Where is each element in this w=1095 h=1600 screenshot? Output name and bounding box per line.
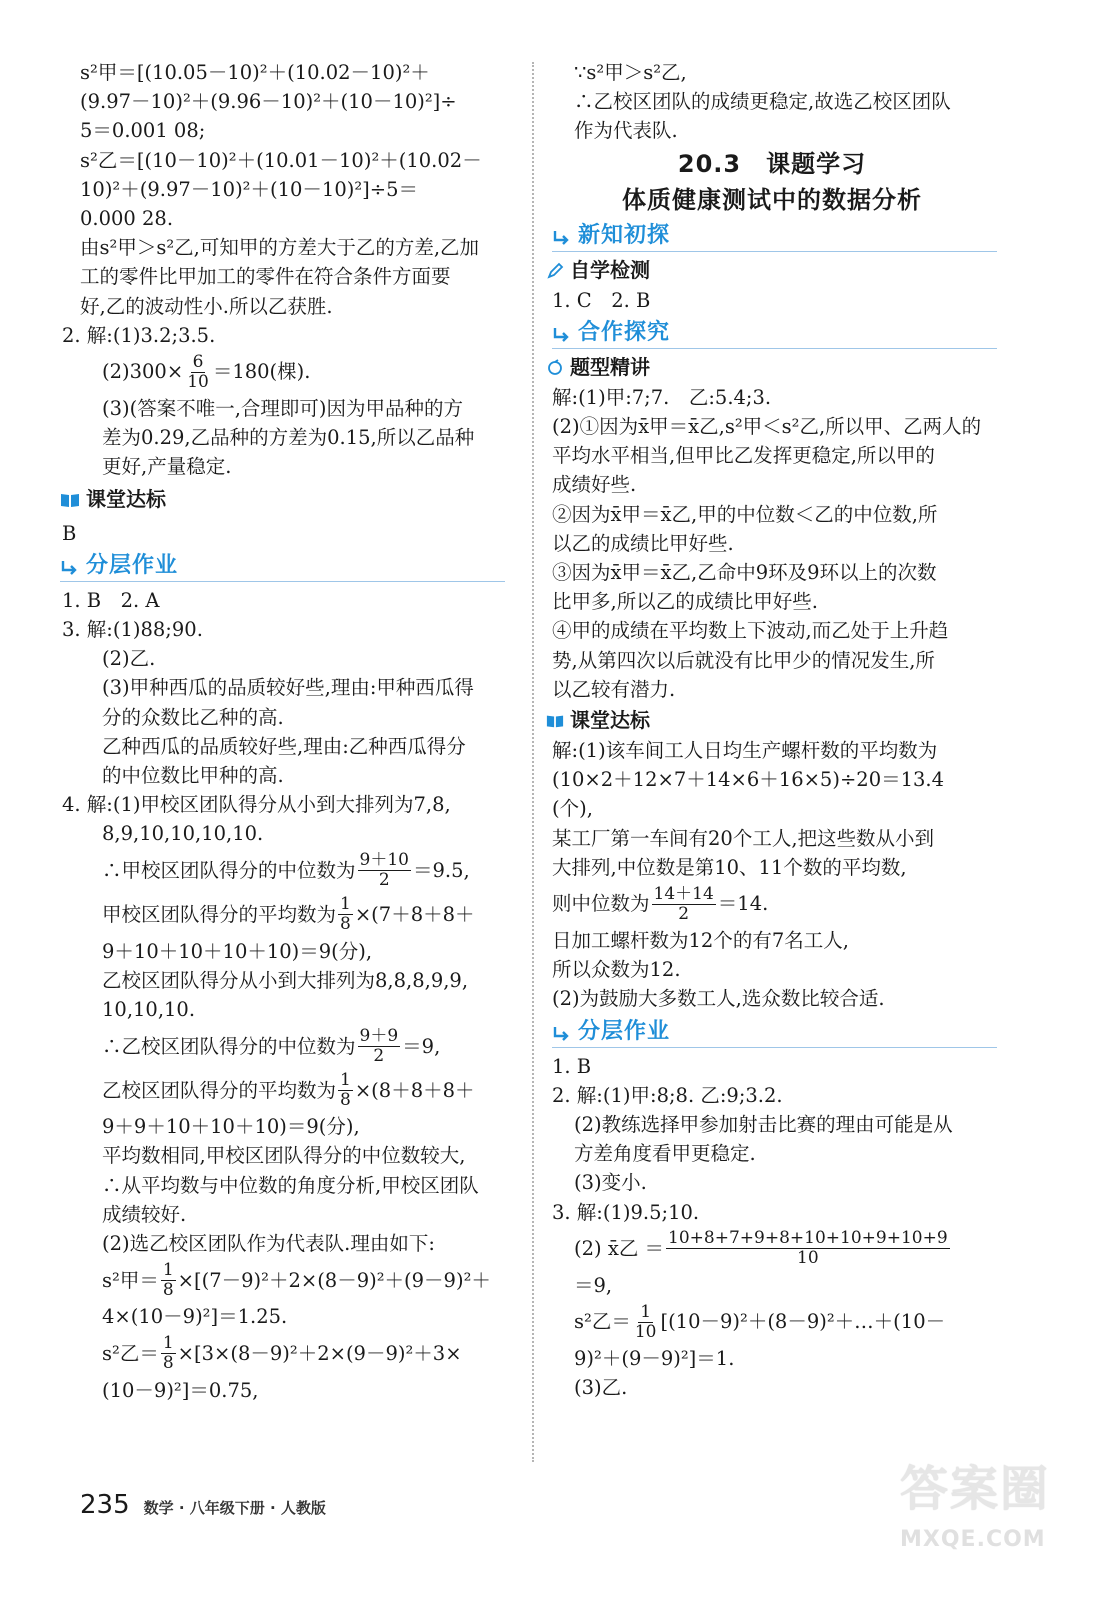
fraction-line: 则中位数为 $\frac{14+14}{2}$ ＝14. [552, 883, 769, 924]
fraction-line: ∴甲校区团队得分的中位数为 $\frac{9+10}{2}$ ＝9.5, [102, 850, 470, 891]
question-2: 2. 解:(1)3.2;3.5. [62, 323, 216, 347]
text-line: (10×2＋12×7＋14×6＋16×5)÷20＝13.4 [552, 768, 945, 792]
text-line: (3)(答案不唯一,合理即可)因为甲品种的方 [102, 397, 464, 421]
text-line: 势,从第四次以后就没有比甲少的情况发生,所 [552, 648, 935, 672]
right-column [552, 58, 992, 1403]
text-line: 2. 解:(1)甲:8;8. 乙:9;3.2. [552, 1083, 783, 1107]
fraction-line: (2)300× $\frac{6}{10}$ ＝180(棵). [102, 351, 311, 392]
fraction: $\frac{6}{10}$ [187, 351, 209, 392]
text-line: 1. B 2. A [62, 588, 160, 612]
text-line: 乙种西瓜的品质较好些,理由:乙种西瓜得分 [102, 734, 466, 758]
text-line: 4. 解:(1)甲校区团队得分从小到大排列为7,8, [62, 793, 451, 817]
fraction: $\frac{9+10}{2}$ [359, 850, 409, 891]
text-line: 4×(10－9)²]＝1.25. [102, 1305, 288, 1329]
text-line: 成绩好些. [552, 473, 637, 497]
book-icon [60, 491, 80, 509]
pencil-icon [546, 262, 564, 280]
text-line: s²乙＝[(10－10)²＋(10.01－10)²＋(10.02－ [80, 148, 482, 172]
text-line: (个), [552, 797, 593, 821]
fraction: $\frac{9+9}{2}$ [359, 1025, 399, 1066]
fraction-line: s²乙＝ $\frac{1}{10}$ [(10－9)²＋(8－9)²＋…＋(10－ [574, 1301, 946, 1342]
text-line: 解:(1)甲:7;7. 乙:5.4;3. [552, 385, 772, 409]
text-line: 1. B [552, 1054, 592, 1078]
fraction: $\frac{10+8+7+9+8+10+10+9+10+9}{10}$ [668, 1228, 948, 1269]
fraction-line: ∴乙校区团队得分的中位数为 $\frac{9+9}{2}$ ＝9, [102, 1025, 441, 1066]
text-line: (3)甲种西瓜的品质较好些,理由:甲种西瓜得 [102, 676, 474, 700]
text-line: ＝9, [574, 1273, 613, 1297]
text-line: (2)①因为x̄甲＝x̄乙,s²甲＜s²乙,所以甲、乙两人的 [552, 415, 982, 439]
text-line: ②因为x̄甲＝x̄乙,甲的中位数＜乙的中位数,所 [552, 502, 938, 526]
text-line: (3)变小. [574, 1171, 647, 1195]
fraction: $\frac{1}{10}$ [634, 1301, 657, 1342]
page-number: 235 [80, 1490, 130, 1520]
text-line: 大排列,中位数是第10、11个数的平均数, [552, 855, 907, 879]
text-line: 5＝0.001 08; [80, 119, 206, 143]
fraction-line: 乙校区团队得分的平均数为 $\frac{1}{8}$ ×(8＋8＋8＋ [102, 1069, 475, 1110]
arrow-icon [552, 324, 572, 342]
section-xinzhi-chutan: 新知初探 [552, 221, 997, 252]
text-line: (10－9)²]＝0.75, [102, 1378, 259, 1402]
text-line: 3. 解:(1)88;90. [62, 618, 203, 642]
section-fenceng-zuoye: 分层作业 [60, 551, 505, 582]
answer: 1. C 2. B [552, 288, 651, 312]
arrow-icon [552, 227, 572, 245]
text-line: 所以众数为12. [552, 958, 681, 982]
subsection-tixing-jingjiang: 题型精讲 [546, 353, 992, 383]
text-line: 10)²＋(9.97－10)²＋(10－10)²]÷5＝ [80, 177, 419, 201]
text-line: (3)乙. [574, 1376, 628, 1400]
fraction-line: (2) x̄乙 ＝ $\frac{10+8+7+9+8+10+10+9+10+9}{10}$ [574, 1228, 948, 1269]
text-line: 9＋9＋10＋10＋10)＝9(分), [102, 1115, 360, 1139]
text-line: 日加工螺杆数为12个的有7名工人, [552, 929, 849, 953]
text-line: 由s²甲＞s²乙,可知甲的方差大于乙的方差,乙加 [80, 236, 480, 260]
section-fenceng-zuoye: 分层作业 [552, 1017, 997, 1048]
book-info: 数学 · 八年级下册 · 人教版 [143, 1499, 326, 1517]
column-divider [532, 62, 534, 1462]
text-line: (2)为鼓励大多数工人,选众数比较合适. [552, 987, 885, 1011]
text-line: 的中位数比甲种的高. [102, 764, 284, 788]
section-ketang-dabiao: 课堂达标 [60, 485, 505, 515]
chapter-title: 20.3 课题学习 体质健康测试中的数据分析 [622, 149, 922, 214]
left-column [62, 58, 520, 1405]
text-line: ③因为x̄甲＝x̄乙,乙命中9环及9环以上的次数 [552, 561, 937, 585]
fraction: $\frac{1}{8}$ [340, 1069, 351, 1110]
text-line: 9＋10＋10＋10＋10)＝9(分), [102, 939, 373, 963]
text-line: 分的众数比乙种的高. [102, 705, 284, 729]
text-line: 0.000 28. [80, 207, 174, 231]
subsection-zixue-jiance: 自学检测 [546, 256, 992, 286]
text-line: 成绩较好. [102, 1202, 187, 1226]
text-line: 以乙的成绩比甲好些. [552, 531, 734, 555]
subsection-ketang-dabiao: 课堂达标 [546, 706, 992, 736]
book-icon [546, 712, 564, 730]
text-line: 以乙较有潜力. [552, 677, 676, 701]
fraction: $\frac{1}{8}$ [162, 1259, 174, 1300]
fraction: $\frac{1}{8}$ [162, 1333, 174, 1373]
text-line: 差为0.29,乙品种的方差为0.15,所以乙品种 [102, 426, 475, 450]
arrow-icon [60, 557, 80, 575]
text-line: 比甲多,所以乙的成绩比甲好些. [552, 590, 818, 614]
text-line: (2)乙. [102, 647, 156, 671]
text-line: 某工厂第一车间有20个工人,把这些数从小到 [552, 826, 935, 850]
text-line: (2)教练选择甲参加射击比赛的理由可能是从 [574, 1113, 953, 1137]
text-line: 9)²＋(9－9)²]＝1. [574, 1347, 735, 1371]
text-line: ∴从平均数与中位数的角度分析,甲校区团队 [102, 1173, 479, 1197]
fraction: $\frac{1}{8}$ [340, 894, 351, 935]
fraction-line: 甲校区团队得分的平均数为 $\frac{1}{8}$ ×(7＋8＋8＋ [102, 894, 475, 935]
text-line: 解:(1)该车间工人日均生产螺杆数的平均数为 [552, 739, 938, 763]
text-line: 10,10,10. [102, 998, 196, 1022]
text-line: s²甲＝[(10.05－10)²＋(10.02－10)²＋ [80, 61, 430, 84]
text-line: (2)选乙校区团队作为代表队.理由如下: [102, 1232, 435, 1256]
text-line: ④甲的成绩在平均数上下波动,而乙处于上升趋 [552, 619, 949, 643]
watermark-url: MXQE.COM [900, 1527, 1046, 1552]
text-line: 好,乙的波动性小.所以乙获胜. [80, 294, 333, 318]
text-line: 3. 解:(1)9.5;10. [552, 1200, 700, 1224]
swirl-icon [546, 359, 564, 377]
text-line: 平均数相同,甲校区团队得分的中位数较大, [102, 1144, 466, 1168]
arrow-icon [552, 1023, 572, 1041]
text-line: (9.97－10)²＋(9.96－10)²＋(10－10)²]÷ [80, 90, 457, 114]
fraction-line: s²乙＝ $\frac{1}{8}$ ×[3×(8－9)²＋2×(9－9)²＋3× [102, 1333, 462, 1373]
section-hezuo-tanjiu: 合作探究 [552, 318, 997, 349]
page-footer [80, 1490, 326, 1520]
fraction: $\frac{14+14}{2}$ [653, 883, 714, 924]
text-line: 工的零件比甲加工的零件在符合条件方面要 [80, 265, 451, 289]
text-line: 8,9,10,10,10,10. [102, 822, 264, 846]
text-line: 更好,产量稳定. [102, 455, 232, 479]
watermark [900, 1450, 1070, 1580]
text-line: ∵s²甲＞s²乙, [574, 61, 687, 84]
watermark-logo: 答案圈 [900, 1461, 1051, 1517]
text-line: 乙校区团队得分从小到大排列为8,8,8,9,9, [102, 968, 469, 992]
fraction-line: s²甲＝ $\frac{1}{8}$ ×[(7－9)²＋2×(8－9)²＋(9－9)²＋ [102, 1259, 491, 1300]
text-line: 平均水平相当,但甲比乙发挥更稳定,所以甲的 [552, 444, 935, 468]
text-line: 方差角度看甲更稳定. [574, 1142, 756, 1166]
text-line: 作为代表队. [574, 119, 678, 143]
answer: B [62, 521, 77, 545]
text-line: ∴乙校区团队的成绩更稳定,故选乙校区团队 [574, 90, 951, 114]
